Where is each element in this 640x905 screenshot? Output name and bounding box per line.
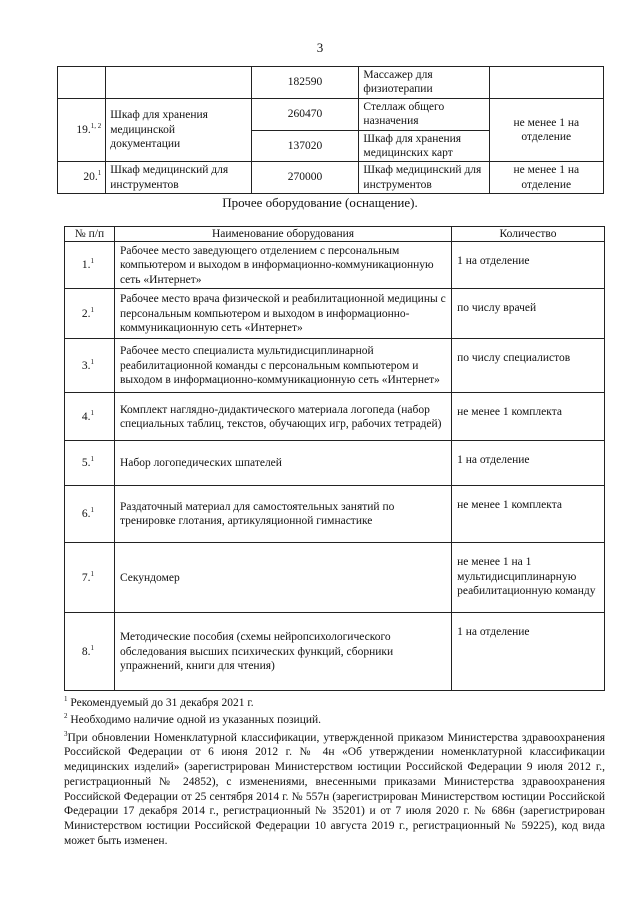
table-row bbox=[65, 339, 605, 393]
row-number: 6.$^1$ bbox=[65, 486, 115, 543]
equipment-quantity: не менее 1 комплекта bbox=[452, 486, 605, 543]
row-number: 4.$^1$ bbox=[65, 393, 115, 441]
row-number bbox=[58, 67, 106, 99]
other-equipment-table bbox=[64, 226, 605, 691]
item-quantity: не менее 1 на отделение bbox=[489, 162, 603, 194]
equipment-name: Рабочее место врача физической и реабилитационной медицины с персональным компьютером и выходом в информационно-коммуникационную сеть «Интернет» bbox=[114, 289, 451, 339]
header-number: № п/п bbox=[65, 227, 115, 242]
equipment-name: Раздаточный материал для самостоятельных занятий по тренировке глотания, артикуляционной гимнастике bbox=[114, 486, 451, 543]
table-row bbox=[65, 289, 605, 339]
equipment-quantity: не менее 1 комплекта bbox=[452, 393, 605, 441]
table-row bbox=[65, 486, 605, 543]
item-quantity: не менее 1 на отделение bbox=[489, 98, 603, 162]
equipment-name: Секундомер bbox=[114, 543, 451, 613]
table-row bbox=[58, 162, 604, 194]
equipment-quantity: по числу врачей bbox=[452, 289, 605, 339]
row-number: 2.$^1$ bbox=[65, 289, 115, 339]
table-row bbox=[65, 441, 605, 486]
equipment-name: Рабочее место заведующего отделением с персональным компьютером и выходом в информационно-коммуникационную сеть «Интернет» bbox=[114, 242, 451, 289]
item-name: Стеллаж общего назначения bbox=[359, 98, 489, 130]
row-number: 1.$^1$ bbox=[65, 242, 115, 289]
equipment-quantity: 1 на отделение bbox=[452, 613, 605, 691]
footnote: $^3$При обновлении Номенклатурной классификации, утвержденной приказом Министерства здравоохранения Российской Федерации от 6 июня 2012 г. № 4н «Об утверждении номенклатурной классификации медицинских изделий» (зарегистрирован Министерством юстиции Российской Федерации 9 июля 2012 г., регистрационный № 24852), с изменениями, внесенными приказами Министерства здравоохранения Российской Федерации от 25 сентября 2014 г. № 557н (зарегистрирован Министерством юстиции Российской Федерации 17 декабря 2014 г., регистрационный № 35201) и от 7 июля 2020 г. № 686н (зарегистрирован Министерством юстиции Российской Федерации 10 августа 2019 г., регистрационный № 59225), код вида может быть изменен. bbox=[64, 729, 605, 847]
table-row bbox=[65, 393, 605, 441]
equipment-quantity: 1 на отделение bbox=[452, 441, 605, 486]
equipment-quantity: по числу специалистов bbox=[452, 339, 605, 393]
item-code: 260470 bbox=[251, 98, 359, 130]
equipment-name: Шкаф медицинский для инструментов bbox=[106, 162, 251, 194]
item-name: Шкаф для хранения медицинских карт bbox=[359, 130, 489, 162]
equipment-name: Набор логопедических шпателей bbox=[114, 441, 451, 486]
footnote: $^1$ Рекомендуемый до 31 декабря 2021 г. bbox=[64, 695, 254, 709]
table-row bbox=[65, 613, 605, 691]
equipment-name: Рабочее место специалиста мультидисциплинарной реабилитационной команды с персональным компьютером и выходом в информационно-коммуникационную сеть «Интернет» bbox=[114, 339, 451, 393]
equipment-name: Методические пособия (схемы нейропсихологического обследования высших психических функций, сборники упражнений, книги для чтения) bbox=[114, 613, 451, 691]
item-name: Массажер для физиотерапии bbox=[359, 67, 489, 99]
row-number: 7.$^1$ bbox=[65, 543, 115, 613]
equipment-name: Комплект наглядно-дидактического материала логопеда (набор специальных таблиц, текстов, обучающих игр, рабочих тетрадей) bbox=[114, 393, 451, 441]
equipment-name bbox=[106, 67, 251, 99]
table-row bbox=[65, 543, 605, 613]
section-heading: Прочее оборудование (оснащение). bbox=[222, 195, 418, 210]
page-number: 3 bbox=[316, 40, 324, 55]
equipment-quantity: 1 на отделение bbox=[452, 242, 605, 289]
table-row bbox=[58, 67, 604, 99]
row-number: 19.$^{1, 2}$ bbox=[58, 98, 106, 162]
table-row bbox=[65, 242, 605, 289]
equipment-quantity: не менее 1 на 1 мультидисциплинарную реабилитационную команду bbox=[452, 543, 605, 613]
footnotes bbox=[64, 696, 605, 852]
table-row bbox=[58, 98, 604, 130]
item-code: 137020 bbox=[251, 130, 359, 162]
row-number: 20.$^1$ bbox=[58, 162, 106, 194]
row-number: 5.$^1$ bbox=[65, 441, 115, 486]
header-name: Наименование оборудования bbox=[114, 227, 451, 242]
equipment-name: Шкаф для хранения медицинской документации bbox=[106, 98, 251, 162]
equipment-table-continued bbox=[57, 66, 604, 194]
item-name: Шкаф медицинский для инструментов bbox=[359, 162, 489, 194]
row-number: 3.$^1$ bbox=[65, 339, 115, 393]
footnote: $^2$ Необходимо наличие одной из указанных позиций. bbox=[64, 712, 322, 727]
table-header-row bbox=[65, 227, 605, 242]
item-code: 182590 bbox=[251, 67, 359, 99]
item-quantity bbox=[489, 67, 603, 99]
item-code: 270000 bbox=[251, 162, 359, 194]
row-number: 8.$^1$ bbox=[65, 613, 115, 691]
header-quantity: Количество bbox=[452, 227, 605, 242]
